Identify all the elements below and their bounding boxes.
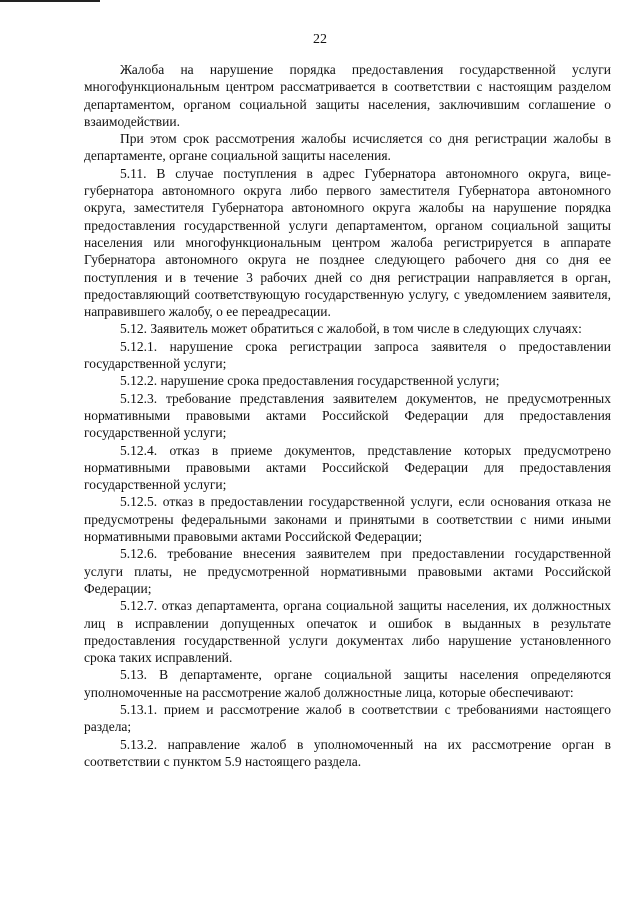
paragraph-5-12-1: 5.12.1. нарушение срока регистрации запроса заявителя о предоставлении государственной услуги;	[84, 338, 611, 372]
paragraph-5-12-7: 5.12.7. отказ департамента, органа социальной защиты населения, их должностных лиц в исправлении допущенных опечаток и ошибок в выданных в результате предоставления государственной услуги документах либо нарушение установленного срока таких исправлений.	[84, 598, 611, 666]
paragraph-5-11: 5.11. В случае поступления в адрес Губернатора автономного округа, вице-губернатора автономного округа либо первого заместителя Губернатора автономного округа, заместителя Губернатора автономного округа жалобы на нарушение порядка предоставления государственной услуги департаментом, органом социальной защиты населения или многофункциональным центром жалоба регистрируется в аппарате Губернатора автономного округа не позднее следующего рабочего дня со дня ее поступления и в течение 3 рабочих дней со дня регистрации направляется в орган, предоставляющий соответствующую государственную услугу, с уведомлением заявителя, направившего жалобу, о ее переадресации.	[84, 165, 611, 320]
scan-edge-mark	[0, 0, 100, 2]
paragraph-5-12: 5.12. Заявитель может обратиться с жалобой, в том числе в следующих случаях:	[120, 321, 582, 337]
paragraph-5-13: 5.13. В департаменте, органе социальной защиты населения определяются уполномоченные на рассмотрение жалоб должностные лица, которые обеспечивают:	[84, 667, 611, 700]
paragraph-5-13-1: 5.13.1. прием и рассмотрение жалоб в соответствии с требованиями настоящего раздела;	[84, 701, 611, 735]
paragraph-5-13-2: 5.13.2. направление жалоб в уполномоченный на их рассмотрение орган в соответствии с пунктом 5.9 настоящего раздела.	[84, 736, 611, 769]
paragraph-5-12-6: 5.12.6. требование внесения заявителем при предоставлении государственной услуги платы, не предусмотренной нормативными правовыми актами Российской Федерации;	[84, 546, 611, 596]
paragraph-review-period: При этом срок рассмотрения жалобы исчисляется со дня регистрации жалобы в департаменте, органе социальной защиты населения.	[84, 131, 611, 164]
paragraph-complaint-mfc: Жалоба на нарушение порядка предоставления государственной услуги многофункциональным центром рассматривается в соответствии с настоящим разделом департаментом, органом социальной защиты населения, заключившим соглашение о взаимодействии.	[84, 62, 611, 129]
paragraph-5-12-4: 5.12.4. отказ в приеме документов, представление которых предусмотрено нормативными правовыми актами Российской Федерации для предоставления государственной услуги;	[84, 442, 611, 493]
paragraph-5-12-3: 5.12.3. требование представления заявителем документов, не предусмотренных нормативными правовыми актами Российской Федерации для предоставления государственной услуги;	[84, 390, 611, 441]
page-number: 22	[313, 32, 327, 47]
paragraph-5-12-5: 5.12.5. отказ в предоставлении государственной услуги, если основания отказа не предусмотрены федеральными законами и принятыми в соответствии с ними иными нормативными правовыми актами Российской Федерации;	[84, 494, 611, 545]
paragraph-5-12-2: 5.12.2. нарушение срока предоставления государственной услуги;	[120, 373, 500, 389]
document-body	[84, 61, 611, 770]
